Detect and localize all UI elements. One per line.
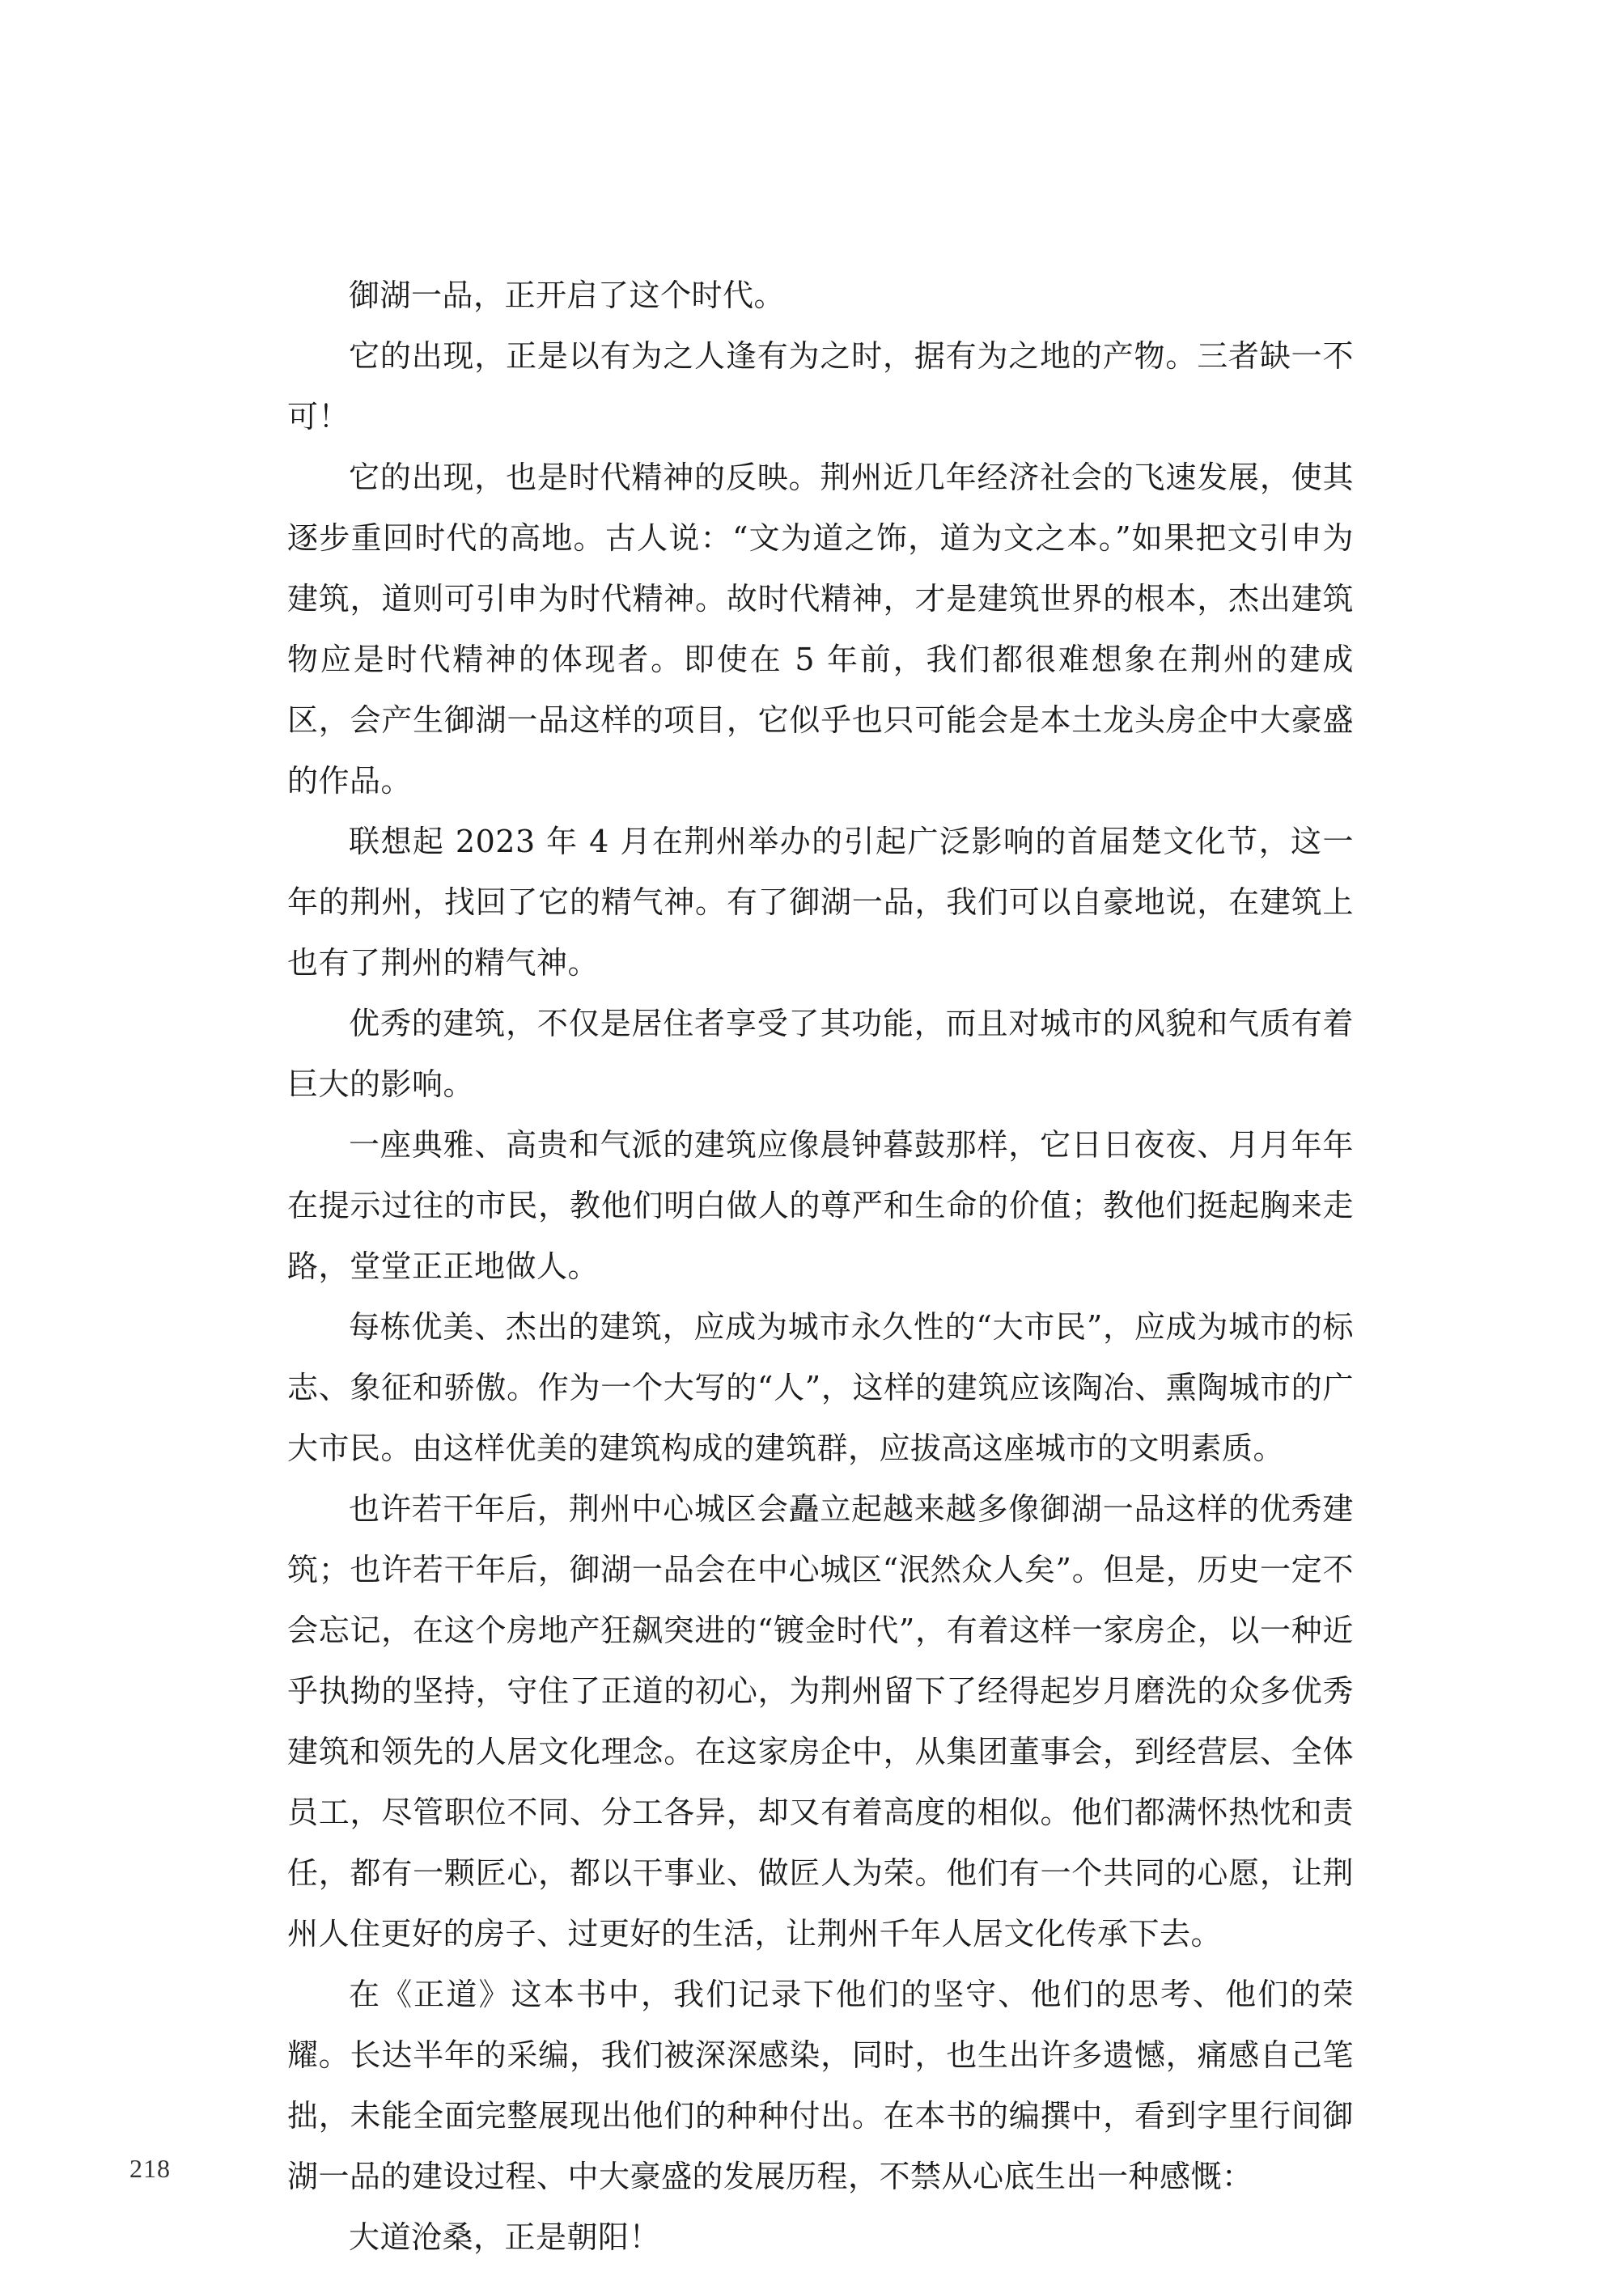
paragraph: 优秀的建筑，不仅是居住者享受了其功能，而且对城市的风貌和气质有着巨大的影响。	[287, 1006, 1354, 1102]
paragraph: 每栋优美、杰出的建筑，应成为城市永久性的“大市民”，应成为城市的标志、象征和骄傲。作为一个大写的“人”，这样的建筑应该陶冶、熏陶城市的广大市民。由这样优美的建筑构成的建筑群，应拔高这座城市的文明素质。	[287, 1309, 1354, 1466]
paragraph: 它的出现，正是以有为之人逢有为之时，据有为之地的产物。三者缺一不可！	[287, 338, 1354, 434]
paragraph: 一座典雅、高贵和气派的建筑应像晨钟暮鼓那样，它日日夜夜、月月年年在提示过往的市民，教他们明白做人的尊严和生命的价值；教他们挺起胸来走路，堂堂正正地做人。	[287, 1127, 1354, 1284]
paragraph: 联想起 2023 年 4 月在荆州举办的引起广泛影响的首届楚文化节，这一年的荆州，找回了它的精气神。有了御湖一品，我们可以自豪地说，在建筑上也有了荆州的精气神。	[287, 824, 1354, 981]
paragraph: 它的出现，也是时代精神的反映。荆州近几年经济社会的飞速发展，使其逐步重回时代的高地。古人说：“文为道之饰，道为文之本。”如果把文引申为建筑，道则可引申为时代精神。故时代精神，才是建筑世界的根本，杰出建筑物应是时代精神的体现者。即使在 5 年前，我们都很难想象在荆州的建成区，会产生御湖一品这样的项目，它似乎也只可能会是本土龙头房企中大豪盛的作品。	[287, 460, 1354, 799]
paragraph: 也许若干年后，荆州中心城区会矗立起越来越多像御湖一品这样的优秀建筑；也许若干年后，御湖一品会在中心城区“泯然众人矣”。但是，历史一定不会忘记，在这个房地产狂飙突进的“镀金时代”，有着这样一家房企，以一种近乎执拗的坚持，守住了正道的初心，为荆州留下了经得起岁月磨洗的众多优秀建筑和领先的人居文化理念。在这家房企中，从集团董事会，到经营层、全体员工，尽管职位不同、分工各异，却又有着高度的相似。他们都满怀热忱和责任，都有一颗匠心，都以干事业、做匠人为荣。他们有一个共同的心愿，让荆州人住更好的房子、过更好的生活，让荆州千年人居文化传承下去。	[287, 1491, 1354, 1952]
paragraph: 御湖一品，正开启了这个时代。	[349, 278, 786, 313]
page-number: 218	[129, 2154, 171, 2183]
body-text	[287, 265, 1354, 2268]
paragraph: 在《正道》这本书中，我们记录下他们的坚守、他们的思考、他们的荣耀。长达半年的采编，我们被深深感染，同时，也生出许多遗憾，痛感自己笔拙，未能全面完整展现出他们的种种付出。在本书的编撰中，看到字里行间御湖一品的建设过程、中大豪盛的发展历程，不禁从心底生出一种感慨：	[287, 1977, 1354, 2194]
paragraph: 大道沧桑，正是朝阳！	[349, 2219, 661, 2255]
